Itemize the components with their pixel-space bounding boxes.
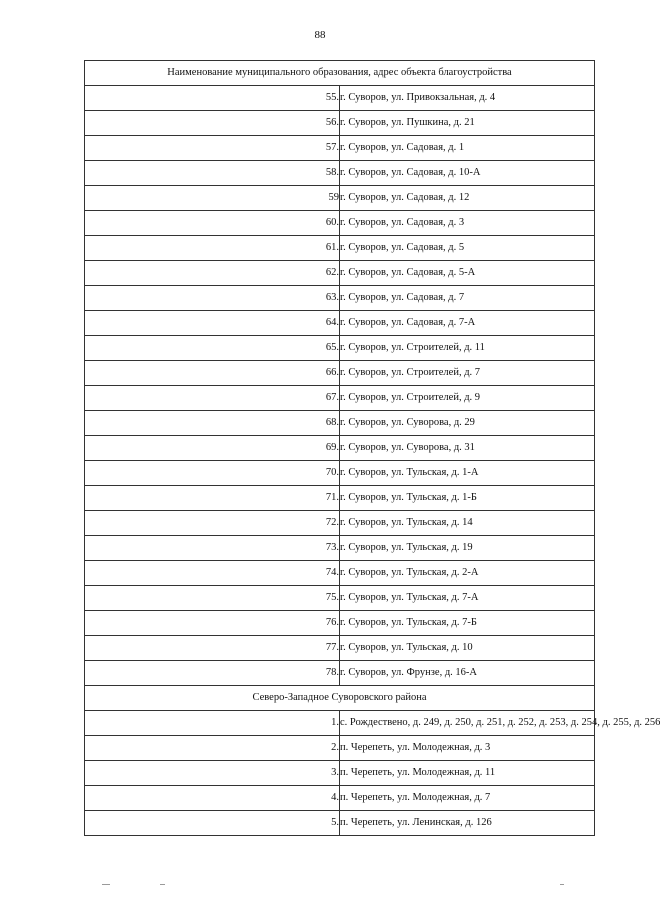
table-row: [85, 211, 595, 236]
table-row: [85, 736, 595, 761]
table-row: [85, 536, 595, 561]
row-number: 66.: [85, 361, 340, 386]
page-number: 88: [314, 29, 326, 41]
row-address: г. Суворов, ул. Привокзальная, д. 4: [340, 86, 595, 111]
row-address: п. Черепеть, ул. Молодежная, д. 7: [340, 786, 595, 811]
table-row: [85, 286, 595, 311]
row-address: г. Суворов, ул. Суворова, д. 31: [340, 436, 595, 461]
table-row: [85, 186, 595, 211]
table-row: [85, 436, 595, 461]
row-number: 77.: [85, 636, 340, 661]
table-row: [85, 586, 595, 611]
table-header: Наименование муниципального образования, адрес объекта благоустройства: [85, 61, 595, 86]
row-address: г. Суворов, ул. Тульская, д. 10: [340, 636, 595, 661]
table-row: [85, 711, 595, 736]
row-number: 68.: [85, 411, 340, 436]
row-address: г. Суворов, ул. Тульская, д. 2-А: [340, 561, 595, 586]
row-number: 72.: [85, 511, 340, 536]
row-number: 56.: [85, 111, 340, 136]
section-row: [85, 686, 595, 711]
row-address: г. Суворов, ул. Садовая, д. 12: [340, 186, 595, 211]
row-number: 70.: [85, 461, 340, 486]
row-address: г. Суворов, ул. Суворова, д. 29: [340, 411, 595, 436]
section-title: Северо-Западное Суворовского района: [85, 686, 595, 711]
row-address: г. Суворов, ул. Садовая, д. 7: [340, 286, 595, 311]
table-row: [85, 386, 595, 411]
table-row: [85, 786, 595, 811]
row-number: 64.: [85, 311, 340, 336]
table-row: [85, 111, 595, 136]
row-number: 75.: [85, 586, 340, 611]
table-row: [85, 236, 595, 261]
table-row: [85, 336, 595, 361]
scan-artifact: [160, 884, 165, 885]
scan-artifact: [102, 884, 110, 885]
table-row: [85, 86, 595, 111]
row-address: г. Суворов, ул. Тульская, д. 14: [340, 511, 595, 536]
table-row: [85, 561, 595, 586]
address-table: [84, 60, 660, 836]
row-address: г. Суворов, ул. Тульская, д. 1-Б: [340, 486, 595, 511]
scan-artifact: [560, 884, 564, 885]
row-address: г. Суворов, ул. Строителей, д. 7: [340, 361, 595, 386]
row-address: п. Черепеть, ул. Ленинская, д. 126: [340, 811, 595, 836]
table-row: [85, 811, 595, 836]
row-number: 71.: [85, 486, 340, 511]
row-address: г. Суворов, ул. Садовая, д. 5: [340, 236, 595, 261]
row-number: 76.: [85, 611, 340, 636]
row-number: 57.: [85, 136, 340, 161]
row-address: г. Суворов, ул. Строителей, д. 9: [340, 386, 595, 411]
row-number: 61.: [85, 236, 340, 261]
table-row: [85, 361, 595, 386]
row-address: г. Суворов, ул. Садовая, д. 10-А: [340, 161, 595, 186]
row-number: 62.: [85, 261, 340, 286]
row-address: п. Черепеть, ул. Молодежная, д. 11: [340, 761, 595, 786]
row-address: г. Суворов, ул. Садовая, д. 3: [340, 211, 595, 236]
row-number: 74.: [85, 561, 340, 586]
row-address: г. Суворов, ул. Фрунзе, д. 16-А: [340, 661, 595, 686]
row-number: 60.: [85, 211, 340, 236]
row-address: г. Суворов, ул. Пушкина, д. 21: [340, 111, 595, 136]
row-address: г. Суворов, ул. Тульская, д. 7-А: [340, 586, 595, 611]
row-address: г. Суворов, ул. Садовая, д. 1: [340, 136, 595, 161]
row-address: г. Суворов, ул. Тульская, д. 19: [340, 536, 595, 561]
row-address: п. Черепеть, ул. Молодежная, д. 3: [340, 736, 595, 761]
row-address: с. Рождествено, д. 249, д. 250, д. 251, д. 252, д. 253, д. 254, д. 255, д. 256: [340, 711, 595, 736]
row-number: 3.: [85, 761, 340, 786]
row-number: 69.: [85, 436, 340, 461]
row-address: г. Суворов, ул. Садовая, д. 7-А: [340, 311, 595, 336]
table-row: [85, 661, 595, 686]
table-row: [85, 136, 595, 161]
table-row: [85, 511, 595, 536]
row-number: 67.: [85, 386, 340, 411]
row-number: 63.: [85, 286, 340, 311]
row-number: 5.: [85, 811, 340, 836]
row-number: 2.: [85, 736, 340, 761]
table-row: [85, 311, 595, 336]
row-address: г. Суворов, ул. Строителей, д. 11: [340, 336, 595, 361]
table-header-row: [85, 61, 595, 86]
table-row: [85, 611, 595, 636]
row-address: г. Суворов, ул. Садовая, д. 5-А: [340, 261, 595, 286]
row-number: 58.: [85, 161, 340, 186]
row-number: 1.: [85, 711, 340, 736]
row-address: г. Суворов, ул. Тульская, д. 7-Б: [340, 611, 595, 636]
row-number: 59: [85, 186, 340, 211]
table-row: [85, 161, 595, 186]
table-row: [85, 636, 595, 661]
row-number: 55.: [85, 86, 340, 111]
table-row: [85, 461, 595, 486]
table-row: [85, 486, 595, 511]
table-row: [85, 411, 595, 436]
row-number: 73.: [85, 536, 340, 561]
row-number: 4.: [85, 786, 340, 811]
table-row: [85, 261, 595, 286]
row-number: 65.: [85, 336, 340, 361]
table-row: [85, 761, 595, 786]
row-address: г. Суворов, ул. Тульская, д. 1-А: [340, 461, 595, 486]
row-number: 78.: [85, 661, 340, 686]
